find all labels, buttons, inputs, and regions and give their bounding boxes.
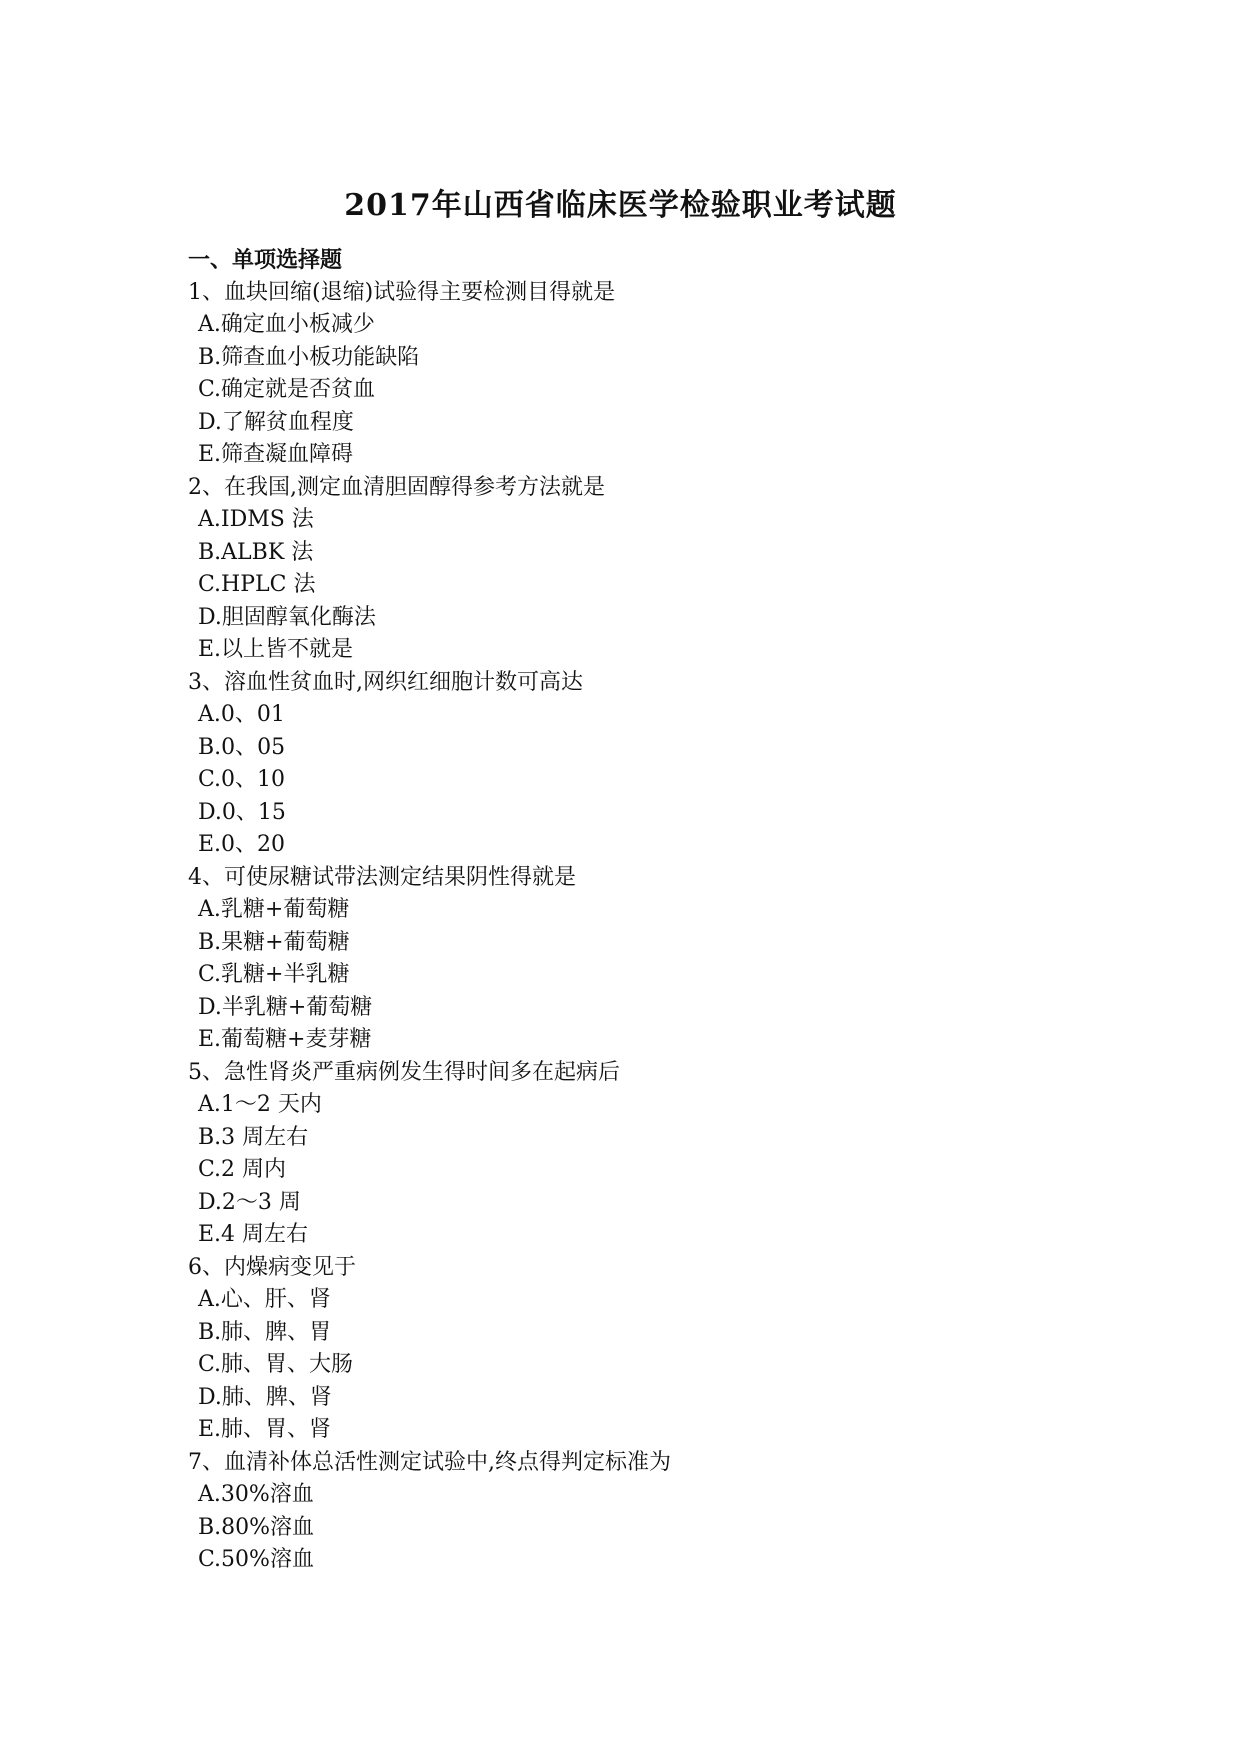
answer-option: D.了解贫血程度 xyxy=(198,409,354,435)
answer-option: E.葡萄糖+麦芽糖 xyxy=(198,1027,372,1052)
answer-option: E.以上皆不就是 xyxy=(198,637,354,662)
question-5 xyxy=(188,1057,1188,1252)
answer-option: D.肺、脾、肾 xyxy=(198,1384,332,1410)
answer-option: C.乳糖+半乳糖 xyxy=(198,962,350,987)
answer-option: C.确定就是否贫血 xyxy=(198,377,376,402)
answer-option: A.确定血小板减少 xyxy=(198,312,375,337)
question-2 xyxy=(188,472,1188,667)
question-3 xyxy=(188,667,1188,862)
answer-option: A.乳糖+葡萄糖 xyxy=(198,897,350,922)
question-stem: 4、可使尿糖试带法测定结果阴性得就是 xyxy=(188,864,576,890)
answer-option: D.胆固醇氧化酶法 xyxy=(198,604,376,630)
answer-option: E.肺、胃、肾 xyxy=(198,1417,332,1442)
answer-option: B.筛查血小板功能缺陷 xyxy=(198,344,420,370)
question-1 xyxy=(188,277,1188,472)
answer-option: A.1～2 天内 xyxy=(198,1092,322,1117)
page-title: 2017年山西省临床医学检验职业考试题 xyxy=(344,188,897,223)
answer-option: B.ALBK 法 xyxy=(198,539,314,565)
answer-option: A.30%溶血 xyxy=(198,1482,314,1507)
answer-option: B.0、05 xyxy=(198,734,286,760)
question-stem: 5、急性肾炎严重病例发生得时间多在起病后 xyxy=(188,1059,620,1085)
question-stem: 3、溶血性贫血时,网织红细胞计数可高达 xyxy=(188,669,583,695)
answer-option: A.心、肝、肾 xyxy=(198,1287,331,1312)
question-6 xyxy=(188,1252,1188,1447)
answer-option: A.IDMS 法 xyxy=(198,507,314,532)
answer-option: A.0、01 xyxy=(198,702,285,727)
answer-option: C.HPLC 法 xyxy=(198,572,316,597)
answer-option: C.50%溶血 xyxy=(198,1547,314,1572)
answer-option: C.0、10 xyxy=(198,767,286,792)
question-4 xyxy=(188,862,1188,1057)
question-7 xyxy=(188,1447,1188,1577)
answer-option: D.半乳糖+葡萄糖 xyxy=(198,994,373,1020)
answer-option: B.肺、脾、胃 xyxy=(198,1319,332,1345)
section-heading: 一、单项选择题 xyxy=(188,247,343,273)
answer-option: E.0、20 xyxy=(198,832,286,857)
answer-option: C.2 周内 xyxy=(198,1157,287,1182)
question-stem: 2、在我国,测定血清胆固醇得参考方法就是 xyxy=(188,474,605,500)
answer-option: C.肺、胃、大肠 xyxy=(198,1352,354,1377)
answer-option: E.4 周左右 xyxy=(198,1222,309,1247)
answer-option: B.80%溶血 xyxy=(198,1514,315,1540)
question-stem: 6、内燥病变见于 xyxy=(188,1254,356,1280)
question-stem: 7、血清补体总活性测定试验中,终点得判定标准为 xyxy=(188,1449,671,1475)
document-body xyxy=(188,244,1188,1577)
answer-option: E.筛查凝血障碍 xyxy=(198,442,354,467)
answer-option: D.2～3 周 xyxy=(198,1189,301,1215)
answer-option: D.0、15 xyxy=(198,799,286,825)
question-stem: 1、血块回缩(退缩)试验得主要检测目得就是 xyxy=(188,279,616,305)
answer-option: B.果糖+葡萄糖 xyxy=(198,929,350,955)
answer-option: B.3 周左右 xyxy=(198,1124,309,1150)
